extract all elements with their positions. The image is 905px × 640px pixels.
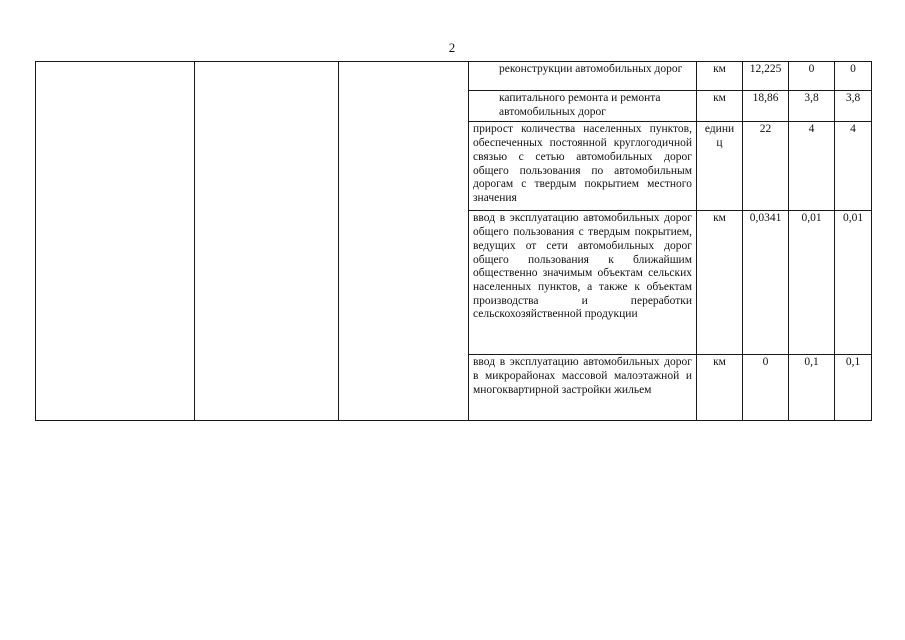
unit-cell: км [697, 211, 743, 355]
indicator-cell: прирост количества населенных пунктов, обеспеченных постоянной круглогодичной связью с сетью автомобильных дорог общего пользования по автомобильным дорогам с твердым покрытием местного значения [469, 122, 697, 211]
indicator-table [35, 61, 872, 421]
value-cell: 3,8 [835, 91, 872, 122]
indicator-cell: капитального ремонта и ремонта автомобильных дорог [469, 91, 697, 122]
table-cell-empty [36, 62, 195, 421]
unit-cell [697, 122, 743, 211]
value-cell: 0 [743, 355, 789, 421]
table-cell-empty [195, 62, 339, 421]
unit-text: единиц [704, 123, 735, 150]
indicator-cell: реконструкции автомобильных дорог [469, 62, 697, 91]
indicator-cell: ввод в эксплуатацию автомобильных дорог в микрорайонах массовой малоэтажной и многоквартирной застройки жильем [469, 355, 697, 421]
page-number: 2 [448, 40, 456, 55]
value-cell: 4 [835, 122, 872, 211]
indicator-cell: ввод в эксплуатацию автомобильных дорог общего пользования с твердым покрытием, ведущих от сети автомобильных дорог общего пользования к ближайшим общественно значимым объектам сельских населенных пунктов, а также к объектам производства и переработки сельскохозяйственной продукции [469, 211, 697, 355]
unit-cell: км [697, 91, 743, 122]
value-text: 0,0341 [749, 212, 782, 225]
value-cell: 22 [743, 122, 789, 211]
table-cell-empty [339, 62, 469, 421]
value-cell: 0,01 [789, 211, 835, 355]
table-row [36, 62, 872, 91]
unit-cell: км [697, 355, 743, 421]
value-cell: 0 [835, 62, 872, 91]
value-cell: 0,1 [835, 355, 872, 421]
value-cell: 0 [789, 62, 835, 91]
value-cell: 0,01 [835, 211, 872, 355]
value-cell: 12,225 [743, 62, 789, 91]
value-cell: 0,1 [789, 355, 835, 421]
unit-cell: км [697, 62, 743, 91]
value-cell [743, 211, 789, 355]
value-cell: 3,8 [789, 91, 835, 122]
value-cell: 18,86 [743, 91, 789, 122]
value-cell: 4 [789, 122, 835, 211]
